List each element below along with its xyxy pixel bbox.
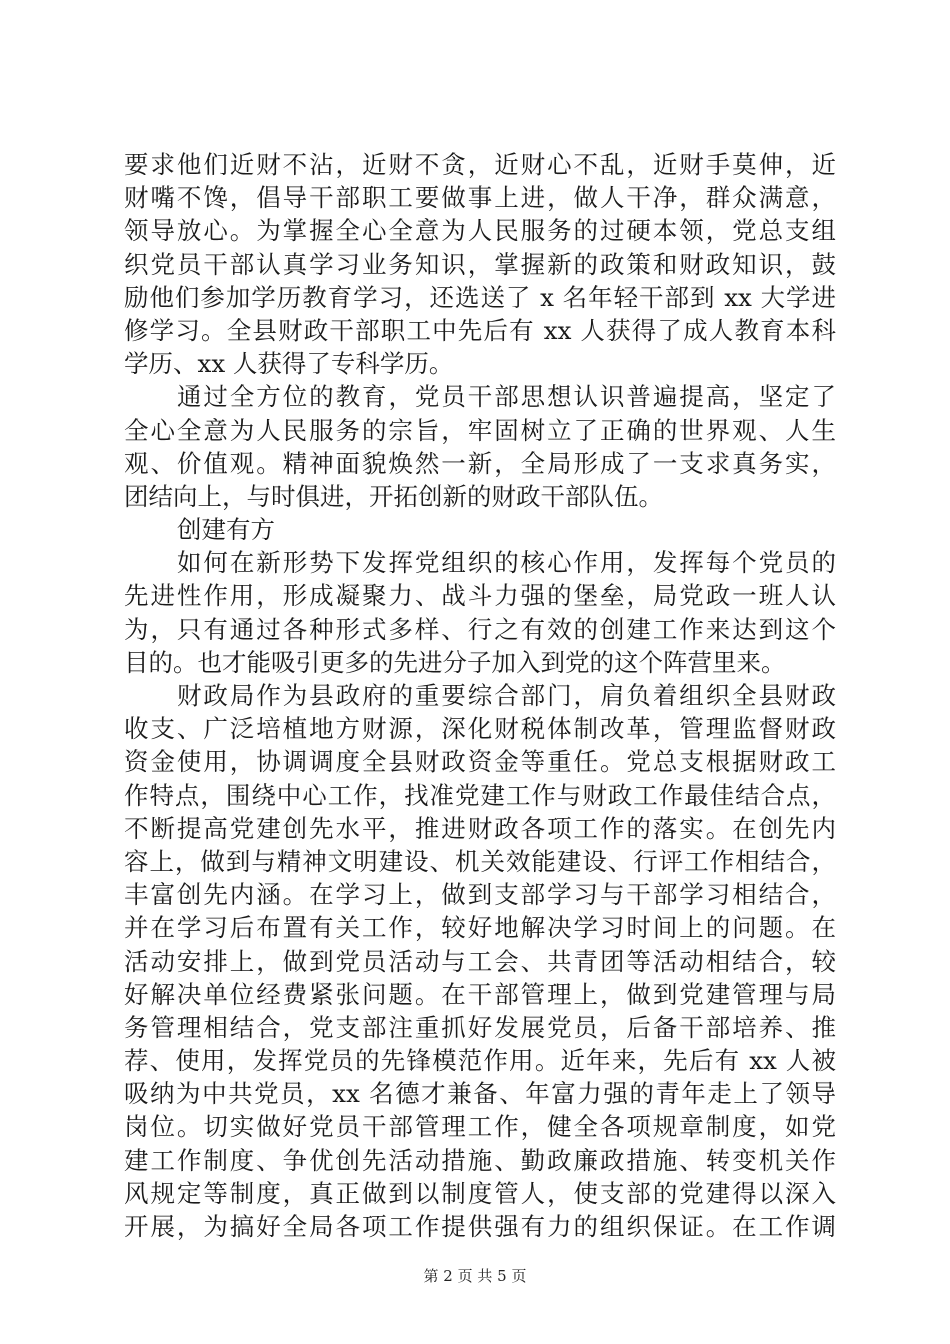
text-line: 学历、xx 人获得了专科学历。 [124, 349, 454, 379]
text-line: 创建有方 [177, 515, 275, 545]
text-line: 通过全方位的教育，党员干部思想认识普遍提高，坚定了 [177, 382, 836, 412]
text-line: 收支、广泛培植地方财源，深化财税体制改革，管理监督财政 [124, 714, 836, 744]
text-line: 如何在新形势下发挥党组织的核心作用，发挥每个党员的 [177, 548, 836, 578]
text-line: 风规定等制度，真正做到以制度管人，使支部的党建得以深入 [124, 1178, 836, 1208]
text-line: 务管理相结合，党支部注重抓好发展党员，后备干部培养、推 [124, 1012, 836, 1042]
text-line: 不断提高党建创先水平，推进财政各项工作的落实。在创先内 [124, 813, 836, 843]
text-line: 观、价值观。精神面貌焕然一新，全局形成了一支求真务实， [124, 448, 836, 478]
text-line: 荐、使用，发挥党员的先锋模范作用。近年来，先后有 xx 人被 [124, 1046, 836, 1076]
text-line: 丰富创先内涵。在学习上，做到支部学习与干部学习相结合， [124, 880, 836, 910]
text-line: 财嘴不馋，倡导干部职工要做事上进，做人干净，群众满意， [124, 183, 836, 213]
text-line: 目的。也才能吸引更多的先进分子加入到党的这个阵营里来。 [124, 647, 786, 677]
text-line: 开展，为搞好全局各项工作提供强有力的组织保证。在工作调 [124, 1212, 836, 1241]
text-line: 要求他们近财不沾，近财不贪，近财心不乱，近财手莫伸，近 [124, 150, 836, 179]
text-line: 吸纳为中共党员，xx 名德才兼备、年富力强的青年走上了领导 [124, 1079, 836, 1109]
text-line: 财政局作为县政府的重要综合部门，肩负着组织全县财政 [177, 681, 836, 710]
text-line: 修学习。全县财政干部职工中先后有 xx 人获得了成人教育本科 [124, 315, 836, 345]
text-line: 作特点，围绕中心工作，找准党建工作与财政工作最佳结合点， [124, 780, 836, 810]
text-line: 并在学习后布置有关工作，较好地解决学习时间上的问题。在 [124, 913, 836, 943]
text-line: 容上，做到与精神文明建设、机关效能建设、行评工作相结合， [124, 846, 836, 876]
text-line: 好解决单位经费紧张问题。在干部管理上，做到党建管理与局 [124, 979, 836, 1009]
text-line: 资金使用，协调调度全县财政资金等重任。党总支根据财政工 [124, 747, 836, 777]
text-line: 为，只有通过各种形式多样、行之有效的创建工作来达到这个 [124, 614, 836, 644]
text-line: 岗位。切实做好党员干部管理工作，健全各项规章制度，如党 [124, 1112, 836, 1142]
text-line: 励他们参加学历教育学习，还选送了 x 名年轻干部到 xx 大学进 [124, 282, 836, 312]
text-line: 活动安排上，做到党员活动与工会、共青团等活动相结合，较 [124, 946, 836, 976]
text-line: 先进性作用，形成凝聚力、战斗力强的堡垒，局党政一班人认 [124, 581, 836, 611]
text-line: 全心全意为人民服务的宗旨，牢固树立了正确的世界观、人生 [124, 415, 836, 445]
text-line: 团结向上，与时俱进，开拓创新的财政干部队伍。 [124, 481, 663, 511]
page-footer: 第 2 页 共 5 页 [423, 1267, 527, 1285]
text-line: 领导放心。为掌握全心全意为人民服务的过硬本领，党总支组 [124, 216, 836, 246]
text-line: 建工作制度、争优创先活动措施、勤政廉政措施、转变机关作 [124, 1145, 836, 1175]
text-line: 织党员干部认真学习业务知识，掌握新的政策和财政知识，鼓 [124, 249, 836, 279]
document-body [124, 148, 836, 1243]
